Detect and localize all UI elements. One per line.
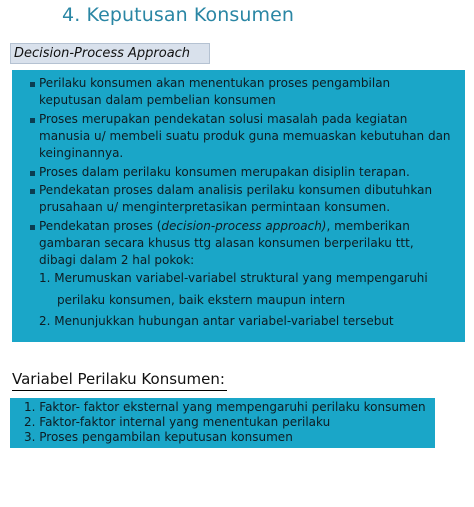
bullet-marker xyxy=(30,171,35,176)
panel-line-mixed xyxy=(39,218,410,235)
panel-line: Proses merupakan pendekatan solusi masalah pada kegiatan xyxy=(39,112,408,126)
panel-line: Pendekatan proses dalam analisis perilaku konsumen dibutuhkan xyxy=(39,183,433,197)
panel-line: dibagi dalam 2 hal pokok: xyxy=(39,253,195,267)
panel-line: Proses dalam perilaku konsumen merupakan disiplin terapan. xyxy=(39,165,410,179)
bullet-marker xyxy=(30,225,35,230)
panel-line: manusia u/ membeli suatu produk guna memuaskan kebutuhan dan xyxy=(39,129,451,143)
subtitle: Decision-Process Approach xyxy=(14,46,191,61)
panel-line-part: Pendekatan proses ( xyxy=(39,219,162,233)
bullet-marker xyxy=(30,118,35,123)
section-item: 2. Faktor-faktor internal yang menentukan perilaku xyxy=(24,415,331,429)
section-item: 1. Faktor- faktor eksternal yang mempengaruhi perilaku konsumen xyxy=(24,400,426,414)
panel-line-part: , memberikan xyxy=(326,219,410,233)
panel-line: 2. Menunjukkan hubungan antar variabel-variabel tersebut xyxy=(39,314,394,328)
bullet-marker xyxy=(30,82,35,87)
panel-line: perilaku konsumen, baik ekstern maupun intern xyxy=(57,293,346,307)
panel-line: 1. Merumuskan variabel-variabel struktural yang mempengaruhi xyxy=(39,271,428,285)
bullet-marker xyxy=(30,189,35,194)
panel-line-italic: decision-process approach) xyxy=(161,219,327,233)
panel-line: keputusan dalam pembelian konsumen xyxy=(39,93,276,107)
panel-line: gambaran secara khusus ttg alasan konsumen berperilaku ttt, xyxy=(39,236,414,250)
section-item: 3. Proses pengambilan keputusan konsumen xyxy=(24,430,293,444)
panel-line: Perilaku konsumen akan menentukan proses pengambilan xyxy=(39,76,391,90)
section-title: Variabel Perilaku Konsumen: xyxy=(12,368,227,391)
panel-line: prusahaan u/ menginterpretasikan permintaan konsumen. xyxy=(39,200,391,214)
panel-line: keinginannya. xyxy=(39,146,124,160)
slide-title: 4. Keputusan Konsumen xyxy=(62,4,295,26)
section-panel xyxy=(10,398,435,448)
